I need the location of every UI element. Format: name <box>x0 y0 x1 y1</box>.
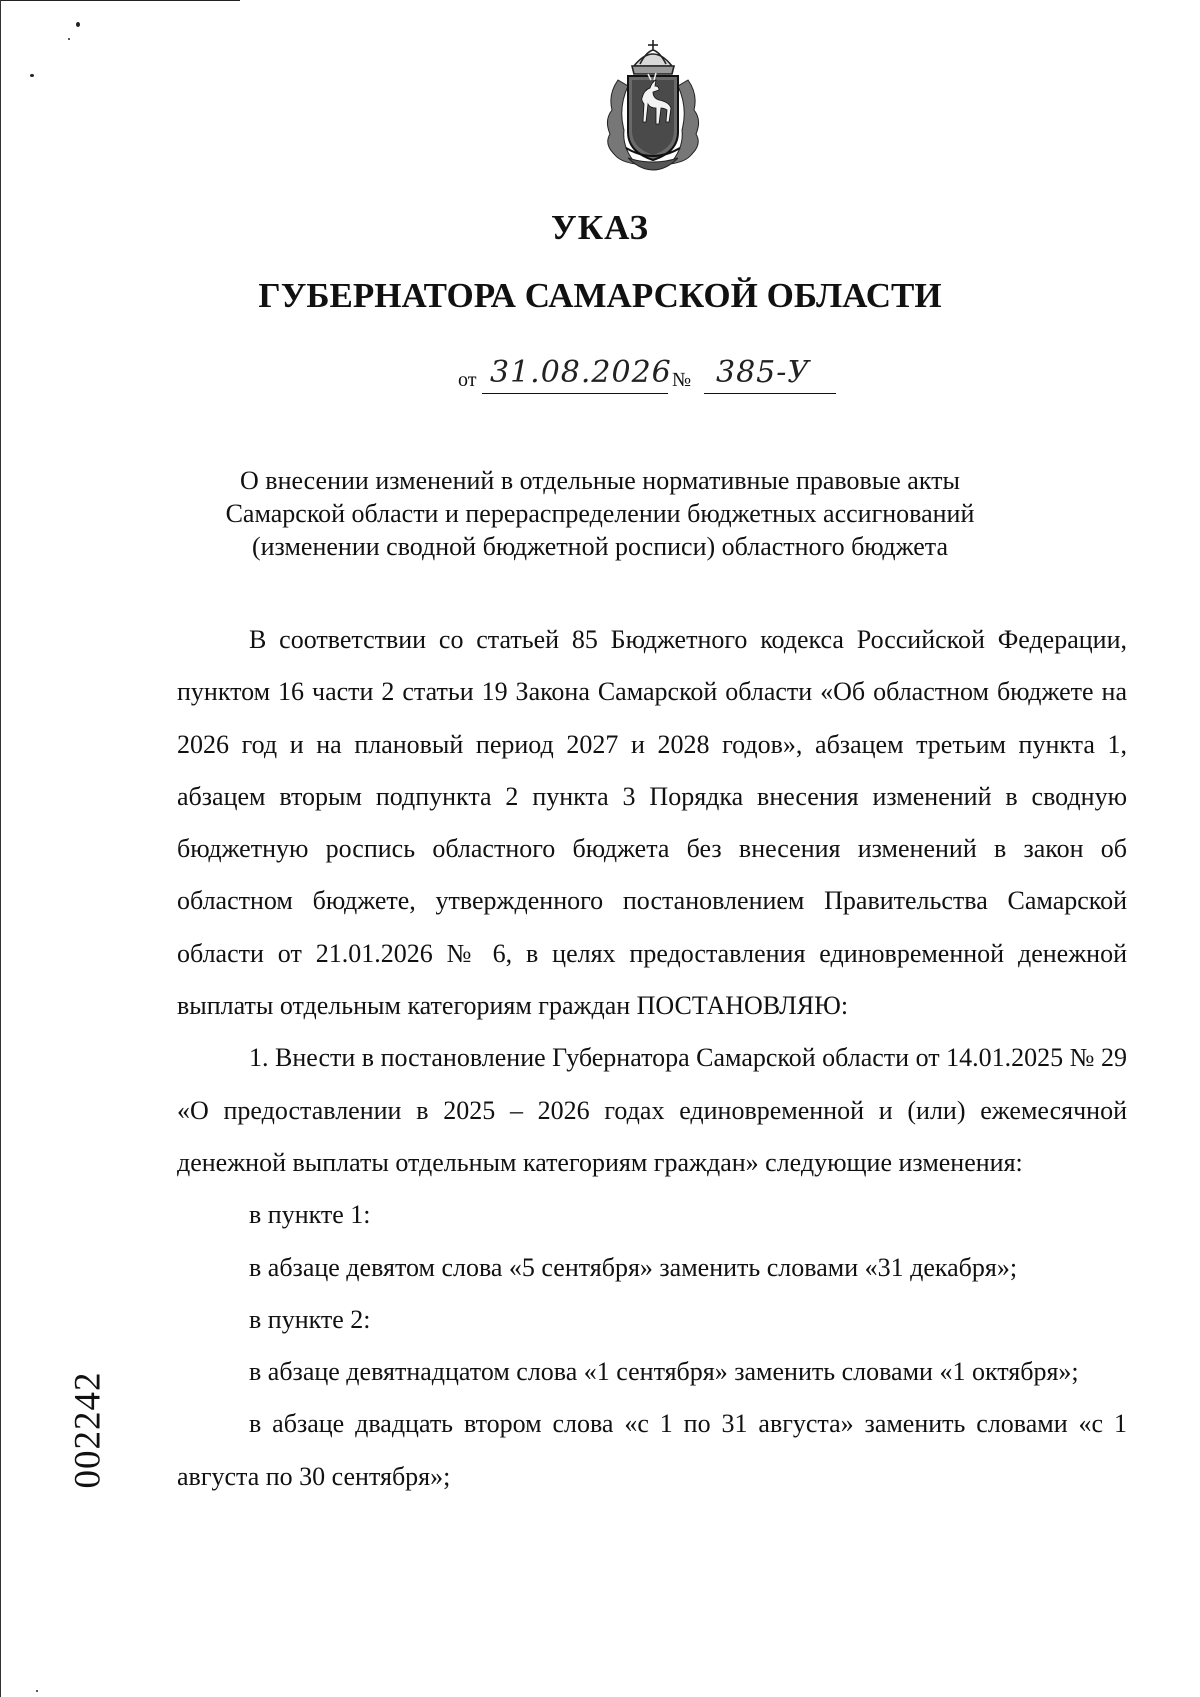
paragraph-item-1: 1. Внести в постановление Губернатора Самарской области от 14.01.2025 № 29 «О предоставлении в 2025 – 2026 годах единовременной и (или) ежемесячной денежной выплаты отдельным категориям граждан» следующие изменения: <box>177 1043 1127 1177</box>
paragraph-point-1: в пункте 1: <box>249 1200 371 1230</box>
number-underline <box>704 393 836 394</box>
crown-icon <box>632 40 674 74</box>
date-underline <box>482 393 668 394</box>
paragraph-change-3: в абзаце двадцать втором слова «с 1 по 31 августа» заменить словами «с 1 августа по 30 сентября»; <box>177 1409 1127 1491</box>
document-heading <box>150 464 1050 563</box>
scan-speck <box>30 74 34 77</box>
heading-line: (изменении сводной бюджетной росписи) областного бюджета <box>251 532 949 561</box>
scan-speck <box>36 1690 38 1692</box>
heading-line: Самарской области и перераспределении бюджетных ассигнований <box>225 499 975 528</box>
date-number-line <box>458 352 858 396</box>
scan-edge-top <box>0 0 240 1</box>
paragraph-change-2: в абзаце девятнадцатом слова «1 сентября» заменить словами «1 октября»; <box>249 1357 1079 1387</box>
document-subtitle: ГУБЕРНАТОРА САМАРСКОЙ ОБЛАСТИ <box>258 276 942 315</box>
date-prefix: от <box>458 369 477 391</box>
coat-of-arms-icon <box>588 36 718 172</box>
paragraph-preamble: В соответствии со статьей 85 Бюджетного кодекса Российской Федерации, пунктом 16 части 2 статьи 19 Закона Самарской области «Об областном бюджете на 2026 год и на плановый период 2027 и 2028 годов», абзацем третьим пункта 1, абзацем вторым подпункта 2 пункта 3 Порядка внесения изменений в сводную бюджетную роспись областного бюджета без внесения изменений в закон об областном бюджете, утвержденного постановлением Правительства Самарской области от 21.01.2026 № 6, в целях предоставления единовременной денежной выплаты отдельным категориям граждан ПОСТАНОВЛЯЮ: <box>177 625 1127 1021</box>
serial-number: 002242 <box>67 1371 109 1489</box>
scan-speck <box>68 38 70 40</box>
number-prefix: № <box>672 369 692 391</box>
paragraph-point-2: в пункте 2: <box>249 1304 371 1334</box>
heading-line: О внесении изменений в отдельные нормативные правовые акты <box>240 466 960 495</box>
scan-edge-left <box>0 0 1 1697</box>
document-body <box>177 614 1127 1503</box>
handwritten-date: 31.08.2026 <box>490 355 672 390</box>
paragraph-change-1: в абзаце девятом слова «5 сентября» заменить словами «31 декабря»; <box>249 1252 1018 1282</box>
document-title: УКАЗ <box>551 208 649 247</box>
scan-speck <box>76 22 80 27</box>
handwritten-number: 385-У <box>716 355 811 390</box>
